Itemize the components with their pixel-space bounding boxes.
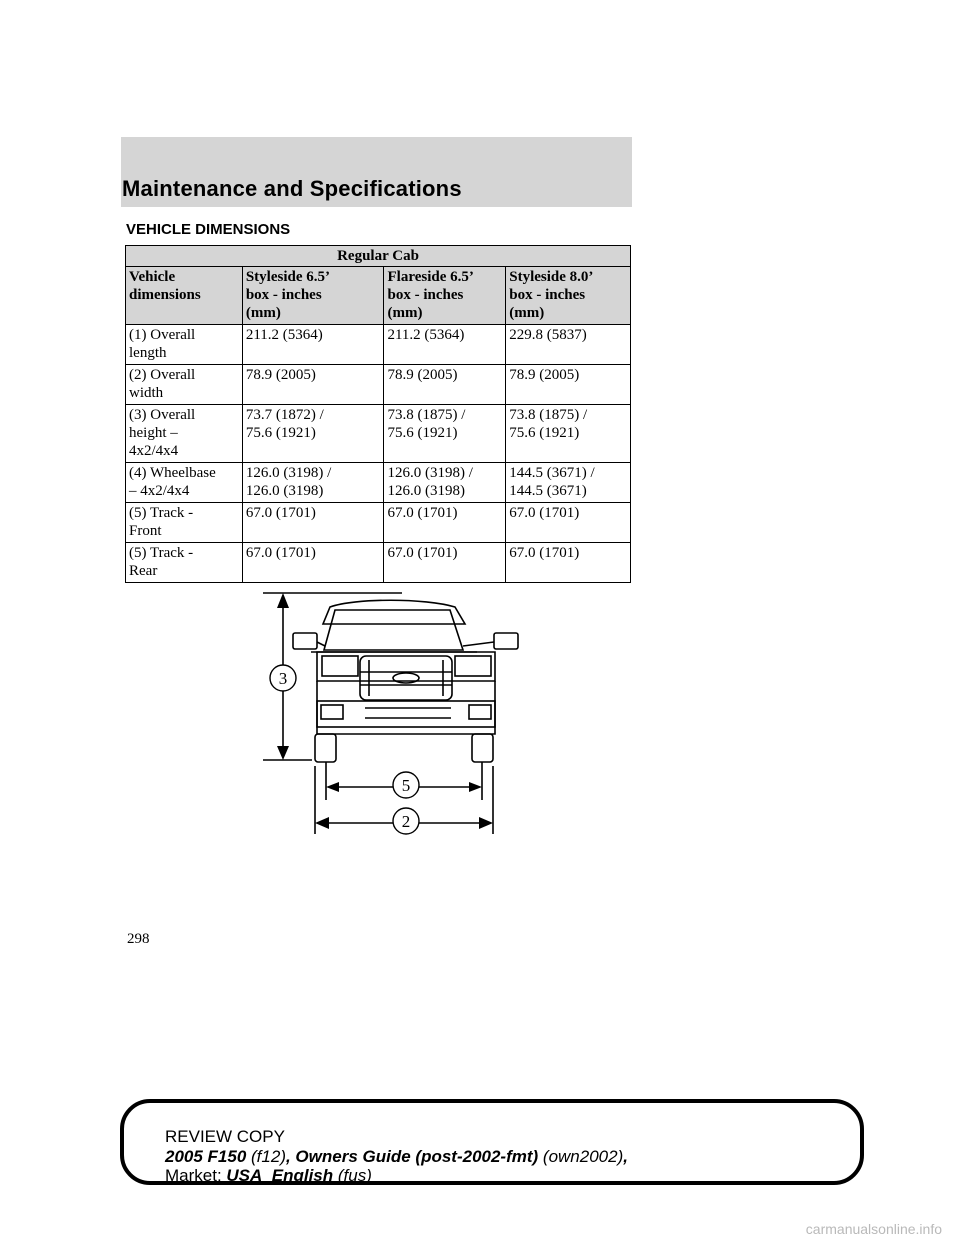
dimension-value-cell [242,325,384,365]
dimension-value-cell [506,543,631,583]
cell-line: 78.9 (2005) [387,367,458,383]
cell-line: box - inches [387,287,464,303]
cell-line: Rear [129,563,158,579]
left-mirror [293,633,317,649]
arrowhead-track-right [469,782,482,792]
section-title: VEHICLE DIMENSIONS [126,221,291,238]
cell-line: 67.0 (1701) [245,505,316,521]
cell-line: 229.8 (5837) [509,327,587,343]
cell-line: 126.0 (3198) / [387,465,473,481]
cell-line: dimensions [129,287,201,303]
truck-windshield [324,610,463,650]
table-row [126,543,631,583]
left-headlight [322,656,358,676]
cell-line: 75.6 (1921) [387,425,458,441]
dimension-value-cell [242,405,384,463]
cell-line: Styleside 6.5’ [245,269,330,285]
cell-line: 211.2 (5364) [245,327,323,343]
dimension-label-cell [126,325,243,365]
cell-line: box - inches [509,287,586,303]
right-headlight [455,656,491,676]
cell-line: 67.0 (1701) [509,545,580,561]
cell-line: 144.5 (3671) / [509,465,595,481]
dimensions-table [125,245,631,583]
dimension-value-cell [506,325,631,365]
cell-line: width [129,385,164,401]
table-caption: Regular Cab [126,246,631,267]
arrowhead-width-left [315,817,329,829]
truck-roof [323,600,465,624]
cell-line: 75.6 (1921) [509,425,580,441]
cell-line: height – [129,425,178,441]
cell-line: (3) Overall [129,407,196,423]
dimension-label-cell [126,463,243,503]
grille [360,656,452,700]
cell-line: (5) Track - [129,545,194,561]
cell-line: – 4x2/4x4 [129,483,190,499]
dimension-value-cell [384,503,506,543]
cell-line: 4x2/4x4 [129,443,179,459]
page-title: Maintenance and Specifications [122,176,462,201]
cell-line: 126.0 (3198) [387,483,465,499]
cell-line: 67.0 (1701) [509,505,580,521]
review-line-1: REVIEW COPY [165,1127,285,1146]
cell-line: Styleside 8.0’ [509,269,594,285]
left-tire [315,734,336,762]
dimension-value-cell [384,543,506,583]
table-row [126,503,631,543]
table-row [126,325,631,365]
dimension-value-cell [242,463,384,503]
dimension-value-cell [506,503,631,543]
arrowhead-up [277,593,289,608]
cell-line: 126.0 (3198) / [245,465,332,481]
cell-line: (mm) [245,305,281,321]
callout-width: 2 [401,812,411,831]
dimension-label-cell [126,365,243,405]
arrowhead-width-right [479,817,493,829]
cell-line: 73.8 (1875) / [387,407,466,423]
dimension-value-cell [506,365,631,405]
callout-track: 5 [401,776,411,795]
dimension-value-cell [384,325,506,365]
cell-line: (2) Overall [129,367,196,383]
cell-line: box - inches [245,287,322,303]
cell-line: length [129,345,167,361]
cell-line: 78.9 (2005) [245,367,316,383]
right-tire [472,734,493,762]
arrowhead-track-left [326,782,339,792]
cell-line: Vehicle [129,269,176,285]
dimension-value-cell [384,405,506,463]
column-header [126,267,243,325]
table-body [126,325,631,583]
dimension-value-cell [506,405,631,463]
cell-line: (5) Track - [129,505,194,521]
cell-line: (1) Overall [129,327,196,343]
dimension-value-cell [506,463,631,503]
cell-line: 67.0 (1701) [387,545,458,561]
cell-line: 67.0 (1701) [245,545,316,561]
table-header-row [126,267,631,325]
table-row [126,463,631,503]
column-header [384,267,506,325]
cell-line: 73.8 (1875) / [509,407,588,423]
review-line-3: Market: USA_English (fus) [165,1166,372,1185]
right-mirror [494,633,518,649]
review-line-2: 2005 F150 (f12), Owners Guide (post-2002-fmt) (own2002), [165,1147,628,1166]
dimension-value-cell [242,365,384,405]
column-header [506,267,631,325]
callout-height: 3 [278,669,288,688]
cell-line: (mm) [387,305,423,321]
dimension-value-cell [242,503,384,543]
cell-line: Flareside 6.5’ [387,269,474,285]
cell-line: 78.9 (2005) [509,367,580,383]
dimension-label-cell [126,503,243,543]
cell-line: (mm) [509,305,545,321]
cell-line: 211.2 (5364) [387,327,465,343]
cell-line: Front [129,523,162,539]
dimension-value-cell [384,365,506,405]
arrowhead-down [277,746,289,760]
watermark: carmanualsonline.info [805,1221,942,1237]
cell-line: 126.0 (3198) [245,483,324,499]
cell-line: 73.7 (1872) / [245,407,324,423]
cell-line: (4) Wheelbase [129,465,216,481]
column-header [242,267,384,325]
page-number: 298 [127,931,150,947]
cell-line: 75.6 (1921) [245,425,316,441]
dimension-value-cell [242,543,384,583]
cell-line: 67.0 (1701) [387,505,458,521]
cell-line: 144.5 (3671) [509,483,587,499]
dimension-label-cell [126,405,243,463]
truck-front-diagram [255,586,535,846]
table-row [126,365,631,405]
dimension-value-cell [384,463,506,503]
table-row [126,405,631,463]
dimension-label-cell [126,543,243,583]
